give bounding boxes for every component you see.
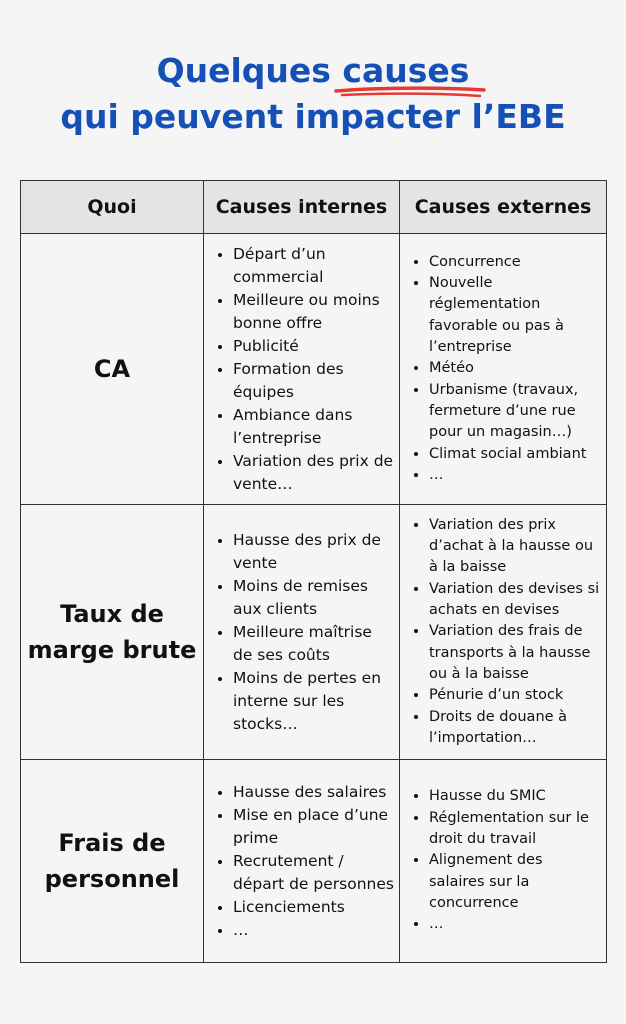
row-label-frais-de-personnel	[21, 760, 204, 963]
list-item: • Moins de remises aux clients	[233, 575, 395, 621]
list-item: • Variation des devises si achats en devises	[429, 579, 602, 622]
list-item: • Départ d’un commercial	[233, 243, 395, 289]
row-label-line: CA	[93, 355, 131, 383]
internes-list-frais	[208, 781, 395, 942]
list-item: • Licenciements	[233, 896, 395, 919]
internes-cell-frais	[204, 760, 400, 963]
row-label-line: Taux de	[60, 600, 164, 628]
list-item: • Urbanisme (travaux, fermeture d’une rue pour un magasin…)	[429, 380, 602, 444]
list-item: • …	[429, 914, 602, 935]
list-item: • Météo	[429, 358, 602, 379]
externes-cell-ca	[400, 234, 607, 505]
underline-stroke-path-2	[342, 94, 480, 96]
list-item: • Hausse du SMIC	[429, 786, 602, 807]
list-item: • …	[233, 919, 395, 942]
externes-cell-marge	[400, 505, 607, 760]
list-item: • Moins de pertes en interne sur les stocks…	[233, 667, 395, 736]
row-label-taux-de-marge-brute	[21, 505, 204, 760]
header-quoi: Quoi	[21, 181, 204, 234]
list-item: • Pénurie d’un stock	[429, 685, 602, 706]
internes-list-ca	[208, 243, 395, 496]
list-item: • Nouvelle réglementation favorable ou pas à l’entreprise	[429, 273, 602, 358]
title-line-1: Quelques causes	[156, 51, 470, 90]
externes-list-frais	[404, 786, 602, 935]
row-label-ca	[21, 234, 204, 505]
externes-list-ca	[404, 252, 602, 486]
internes-list-marge	[208, 529, 395, 736]
list-item: • …	[429, 465, 602, 486]
header-causes-externes: Causes externes	[400, 181, 607, 234]
list-item: • Meilleure ou moins bonne offre	[233, 289, 395, 335]
externes-cell-frais	[400, 760, 607, 963]
externes-list-marge	[404, 515, 602, 749]
row-label-line: personnel	[44, 865, 180, 893]
internes-cell-marge	[204, 505, 400, 760]
list-item: • Publicité	[233, 335, 395, 358]
page-title	[0, 48, 626, 140]
list-item: • Hausse des prix de vente	[233, 529, 395, 575]
table-row-taux-de-marge-brute	[21, 505, 607, 760]
list-item: • Variation des prix d’achat à la hausse ou à la baisse	[429, 515, 602, 579]
table-row-ca	[21, 234, 607, 505]
list-item: • Réglementation sur le droit du travail	[429, 808, 602, 851]
list-item: • Climat social ambiant	[429, 444, 602, 465]
title-line-2: qui peuvent impacter l’EBE	[60, 97, 566, 136]
list-item: • Formation des équipes	[233, 358, 395, 404]
underline-stroke-path	[336, 88, 484, 91]
table-header-row	[21, 181, 607, 234]
causes-table	[20, 180, 607, 963]
list-item: • Mise en place d’une prime	[233, 804, 395, 850]
list-item: • Recrutement / départ de personnes	[233, 850, 395, 896]
table-row-frais-de-personnel	[21, 760, 607, 963]
internes-cell-ca	[204, 234, 400, 505]
row-label-line: Frais de	[58, 829, 166, 857]
list-item: • Ambiance dans l’entreprise	[233, 404, 395, 450]
list-item: • Variation des prix de vente…	[233, 450, 395, 496]
list-item: • Hausse des salaires	[233, 781, 395, 804]
red-underline-stroke	[334, 84, 490, 102]
list-item: • Concurrence	[429, 252, 602, 273]
list-item: • Alignement des salaires sur la concurrence	[429, 850, 602, 914]
list-item: • Droits de douane à l’importation…	[429, 707, 602, 750]
header-causes-internes: Causes internes	[204, 181, 400, 234]
list-item: • Meilleure maîtrise de ses coûts	[233, 621, 395, 667]
list-item: • Variation des frais de transports à la hausse ou à la baisse	[429, 621, 602, 685]
row-label-line: marge brute	[27, 636, 197, 664]
